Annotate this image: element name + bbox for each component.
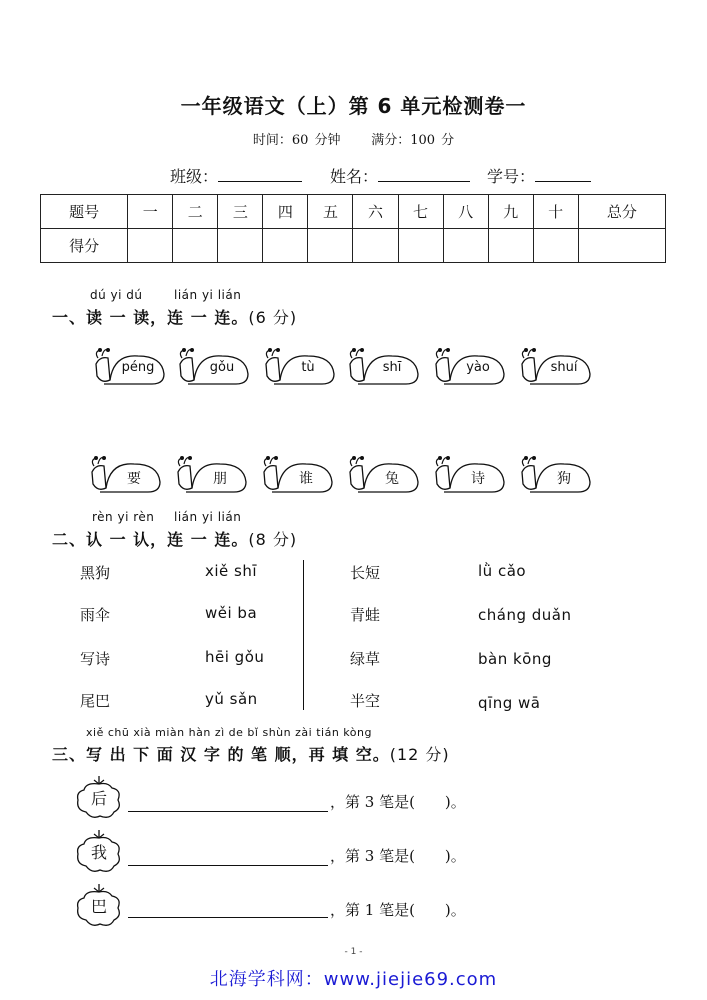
score-cell[interactable] [308, 229, 353, 263]
stroke-order-blank[interactable] [128, 810, 328, 812]
table-cell: 八 [443, 195, 488, 229]
snail-character: 朋 [213, 471, 227, 487]
class-field [170, 164, 302, 187]
snail-character: 要 [127, 471, 141, 487]
section2-pinyin-b: lián yi lián [174, 510, 242, 524]
pinyin-item[interactable]: cháng duǎn [478, 606, 572, 624]
pinyin-item[interactable]: qīng wā [478, 694, 541, 712]
word-item[interactable]: 尾巴 [80, 692, 111, 710]
snail-character: 诗 [471, 471, 485, 487]
snail-card[interactable] [518, 344, 596, 388]
pinyin-syllable: tián [316, 726, 340, 739]
score-cell[interactable] [128, 229, 173, 263]
page-title: 一年级语文（上）第 6 单元检测卷一 [180, 94, 527, 118]
section1-score: (6 分) [248, 308, 298, 327]
snail-character: 兔 [385, 471, 399, 487]
snail-card[interactable] [432, 452, 510, 496]
pinyin-syllable: bǐ [247, 726, 259, 739]
section3-score: (12 分) [389, 745, 450, 764]
leaf-character: 后 [90, 789, 107, 808]
section3-pinyin [86, 726, 372, 739]
snail-card[interactable] [88, 452, 166, 496]
pinyin-item[interactable]: xiě shī [205, 562, 258, 580]
score-cell[interactable] [173, 229, 218, 263]
table-cell: 二 [173, 195, 218, 229]
id-label: 学号： [487, 167, 536, 186]
leaf-card [74, 882, 124, 926]
score-cell[interactable] [488, 229, 533, 263]
word-item[interactable]: 雨伞 [80, 606, 111, 624]
table-cell: 三 [218, 195, 263, 229]
leaf-card [74, 828, 124, 872]
footer-watermark: 北海学科网：www.jiejie69.com [209, 969, 498, 990]
exam-info [0, 129, 707, 148]
leaf-character: 我 [90, 843, 107, 862]
word-item[interactable]: 黑狗 [80, 564, 111, 582]
snail-card[interactable] [92, 344, 170, 388]
snail-card[interactable] [432, 344, 510, 388]
class-blank[interactable] [218, 167, 302, 182]
section1-heading [52, 305, 297, 328]
name-label: 姓名： [330, 167, 379, 186]
section2-heading-a: 认 一 认， [86, 530, 168, 549]
score-cell[interactable] [353, 229, 398, 263]
pinyin-syllable: zài [295, 726, 313, 739]
pinyin-syllable: miàn [155, 726, 185, 739]
pinyin-syllable: de [228, 726, 244, 739]
score-cell[interactable] [263, 229, 308, 263]
pinyin-item[interactable]: hēi gǒu [205, 648, 265, 666]
table-cell: 五 [308, 195, 353, 229]
snail-card[interactable] [346, 344, 424, 388]
time-info: 时间：60 分钟 [252, 133, 341, 148]
score-cell[interactable] [398, 229, 443, 263]
table-cell: 十 [533, 195, 578, 229]
section1-pinyin-a: dú yi dú [90, 288, 143, 302]
word-item[interactable]: 青蛙 [350, 606, 381, 624]
id-blank[interactable] [535, 167, 591, 182]
snail-card[interactable] [346, 452, 424, 496]
pinyin-item[interactable]: lǜ cǎo [478, 562, 527, 580]
section1-heading-b: 连 一 连。 [167, 308, 249, 327]
score-cell[interactable] [443, 229, 488, 263]
snail-pinyin: shuí [550, 360, 578, 375]
class-label: 班级： [170, 167, 219, 186]
pinyin-syllable: xiě [86, 726, 104, 739]
table-cell: 七 [398, 195, 443, 229]
section2-number: 二、 [52, 530, 87, 549]
section2-pinyin-a: rèn yi rèn [92, 510, 155, 524]
word-item[interactable]: 长短 [350, 564, 381, 582]
fill-text: ，第 3 笔是( )。 [330, 793, 466, 811]
column-divider [303, 560, 304, 710]
snail-card[interactable] [518, 452, 596, 496]
pinyin-syllable: xià [133, 726, 152, 739]
section3-heading-text: 写 出 下 面 汉 字 的 笔 顺，再 填 空。 [86, 745, 390, 764]
snail-pinyin: yào [466, 360, 490, 375]
table-cell: 四 [263, 195, 308, 229]
stroke-order-blank[interactable] [128, 864, 328, 866]
fill-text: ，第 1 笔是( )。 [330, 901, 466, 919]
snail-pinyin: tù [301, 360, 315, 375]
table-cell: 题号 [41, 195, 128, 229]
score-info: 满分：100 分 [371, 133, 455, 148]
score-cell[interactable] [218, 229, 263, 263]
snail-character: 谁 [299, 471, 313, 487]
section2-score: (8 分) [248, 530, 298, 549]
snail-card[interactable] [262, 344, 340, 388]
pinyin-syllable: zì [214, 726, 225, 739]
leaf-character: 巴 [90, 897, 107, 916]
name-blank[interactable] [378, 167, 470, 182]
table-cell: 一 [128, 195, 173, 229]
pinyin-item[interactable]: bàn kōng [478, 650, 552, 668]
name-field [330, 164, 470, 187]
word-item[interactable]: 半空 [350, 692, 381, 710]
pinyin-syllable: kòng [343, 726, 372, 739]
score-table [40, 194, 666, 263]
section3-number: 三、 [52, 745, 87, 764]
id-field [487, 164, 591, 187]
score-cell[interactable] [533, 229, 578, 263]
table-cell: 九 [488, 195, 533, 229]
snail-card[interactable] [260, 452, 338, 496]
section2-heading [52, 527, 297, 550]
section3-heading [52, 742, 450, 765]
table-cell: 六 [353, 195, 398, 229]
word-item[interactable]: 绿草 [350, 650, 381, 668]
pinyin-item[interactable]: yǔ sǎn [205, 690, 258, 708]
snail-card[interactable] [176, 344, 254, 388]
snail-pinyin: péng [121, 360, 155, 375]
snail-pinyin: gǒu [209, 360, 235, 375]
score-table-header-row [41, 195, 666, 229]
section1-number: 一、 [52, 308, 87, 327]
snail-pinyin: shī [382, 360, 402, 375]
stroke-order-blank[interactable] [128, 916, 328, 918]
word-item[interactable]: 写诗 [80, 650, 111, 668]
score-table-score-row [41, 229, 666, 263]
fill-text: ，第 3 笔是( )。 [330, 847, 466, 865]
pinyin-syllable: chū [107, 726, 130, 739]
pinyin-item[interactable]: wěi ba [205, 604, 258, 622]
section1-pinyin-b: lián yi lián [174, 288, 242, 302]
score-cell[interactable] [578, 229, 665, 263]
table-cell: 总分 [578, 195, 665, 229]
pinyin-syllable: shùn [262, 726, 292, 739]
section1-heading-a: 读 一 读， [86, 308, 168, 327]
leaf-card [74, 774, 124, 818]
snail-card[interactable] [174, 452, 252, 496]
page-number: - 1 - [344, 947, 363, 957]
section2-heading-b: 连 一 连。 [167, 530, 249, 549]
table-cell: 得分 [41, 229, 128, 263]
snail-character: 狗 [557, 471, 571, 487]
pinyin-syllable: hàn [188, 726, 211, 739]
